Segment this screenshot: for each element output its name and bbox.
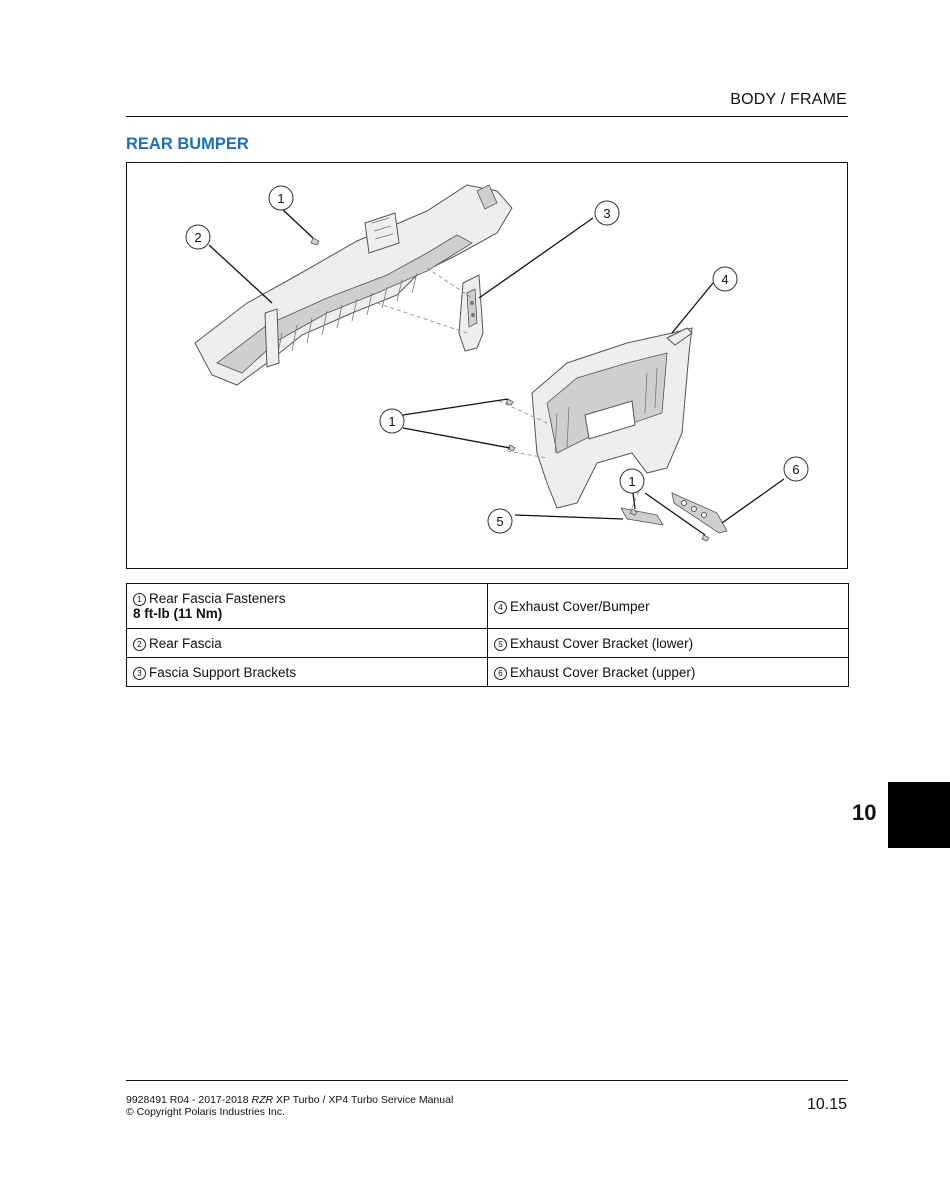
legend-cell [488, 658, 849, 687]
fascia-support-bracket-part [459, 275, 483, 351]
svg-text:1: 1 [277, 191, 285, 206]
chapter-number: 10 [852, 800, 877, 825]
page-number: 10.15 [806, 1096, 847, 1113]
legend-cell [488, 584, 849, 629]
callout-1-lower [620, 469, 644, 493]
exploded-view-figure [126, 162, 848, 569]
callout-2 [186, 225, 210, 249]
callout-3 [595, 201, 619, 225]
torque-spec: 8 ft-lb (11 Nm) [133, 606, 223, 621]
legend-label: Exhaust Cover Bracket (upper) [510, 664, 696, 680]
legend-number: 1 [133, 593, 146, 606]
footer-doc-suffix: XP Turbo / XP4 Turbo Service Manual [273, 1094, 454, 1106]
legend-label: Fascia Support Brackets [149, 664, 297, 680]
legend-number: 2 [133, 638, 146, 651]
footer-doc-model: RZR [251, 1094, 274, 1106]
svg-text:2: 2 [194, 230, 202, 245]
svg-text:3: 3 [603, 206, 611, 221]
svg-text:6: 6 [792, 462, 800, 477]
section-title: REAR BUMPER [126, 135, 249, 153]
legend-label: Exhaust Cover Bracket (lower) [510, 635, 694, 651]
header-rule [126, 116, 848, 117]
chapter-tab[interactable] [888, 782, 950, 848]
legend-row [127, 629, 849, 658]
footer-document-info [126, 1094, 453, 1118]
parts-legend-table [126, 583, 849, 687]
svg-text:4: 4 [721, 272, 729, 287]
legend-row [127, 584, 849, 629]
exhaust-cover-bracket-upper-part [672, 493, 727, 533]
footer-doc-prefix: 9928491 R04 - 2017-2018 [126, 1094, 252, 1106]
svg-text:1: 1 [388, 414, 396, 429]
exhaust-cover-bracket-lower-part [621, 508, 663, 525]
footer-doc-line [126, 1094, 453, 1106]
legend-label: Rear Fascia Fasteners [149, 591, 286, 606]
legend-number: 5 [494, 638, 507, 651]
callout-1-middle [380, 409, 404, 433]
legend-number: 4 [494, 601, 507, 614]
legend-label: Exhaust Cover/Bumper [510, 598, 650, 614]
header-title: BODY / FRAME [730, 91, 847, 108]
callout-1-top [269, 186, 293, 210]
callout-5 [488, 509, 512, 533]
legend-label: Rear Fascia [149, 635, 222, 651]
callout-4 [713, 267, 737, 291]
legend-cell [488, 629, 849, 658]
callout-6 [784, 457, 808, 481]
legend-cell [127, 629, 488, 658]
exploded-view-drawing [127, 163, 847, 568]
legend-number: 6 [494, 667, 507, 680]
legend-cell [127, 584, 488, 629]
footer-rule [126, 1080, 848, 1081]
svg-text:5: 5 [496, 514, 504, 529]
footer-copyright: © Copyright Polaris Industries Inc. [126, 1106, 285, 1118]
legend-number: 3 [133, 667, 146, 680]
svg-text:1: 1 [628, 474, 636, 489]
legend-row [127, 658, 849, 687]
exhaust-cover-bumper-part [532, 328, 692, 508]
legend-cell [127, 658, 488, 687]
